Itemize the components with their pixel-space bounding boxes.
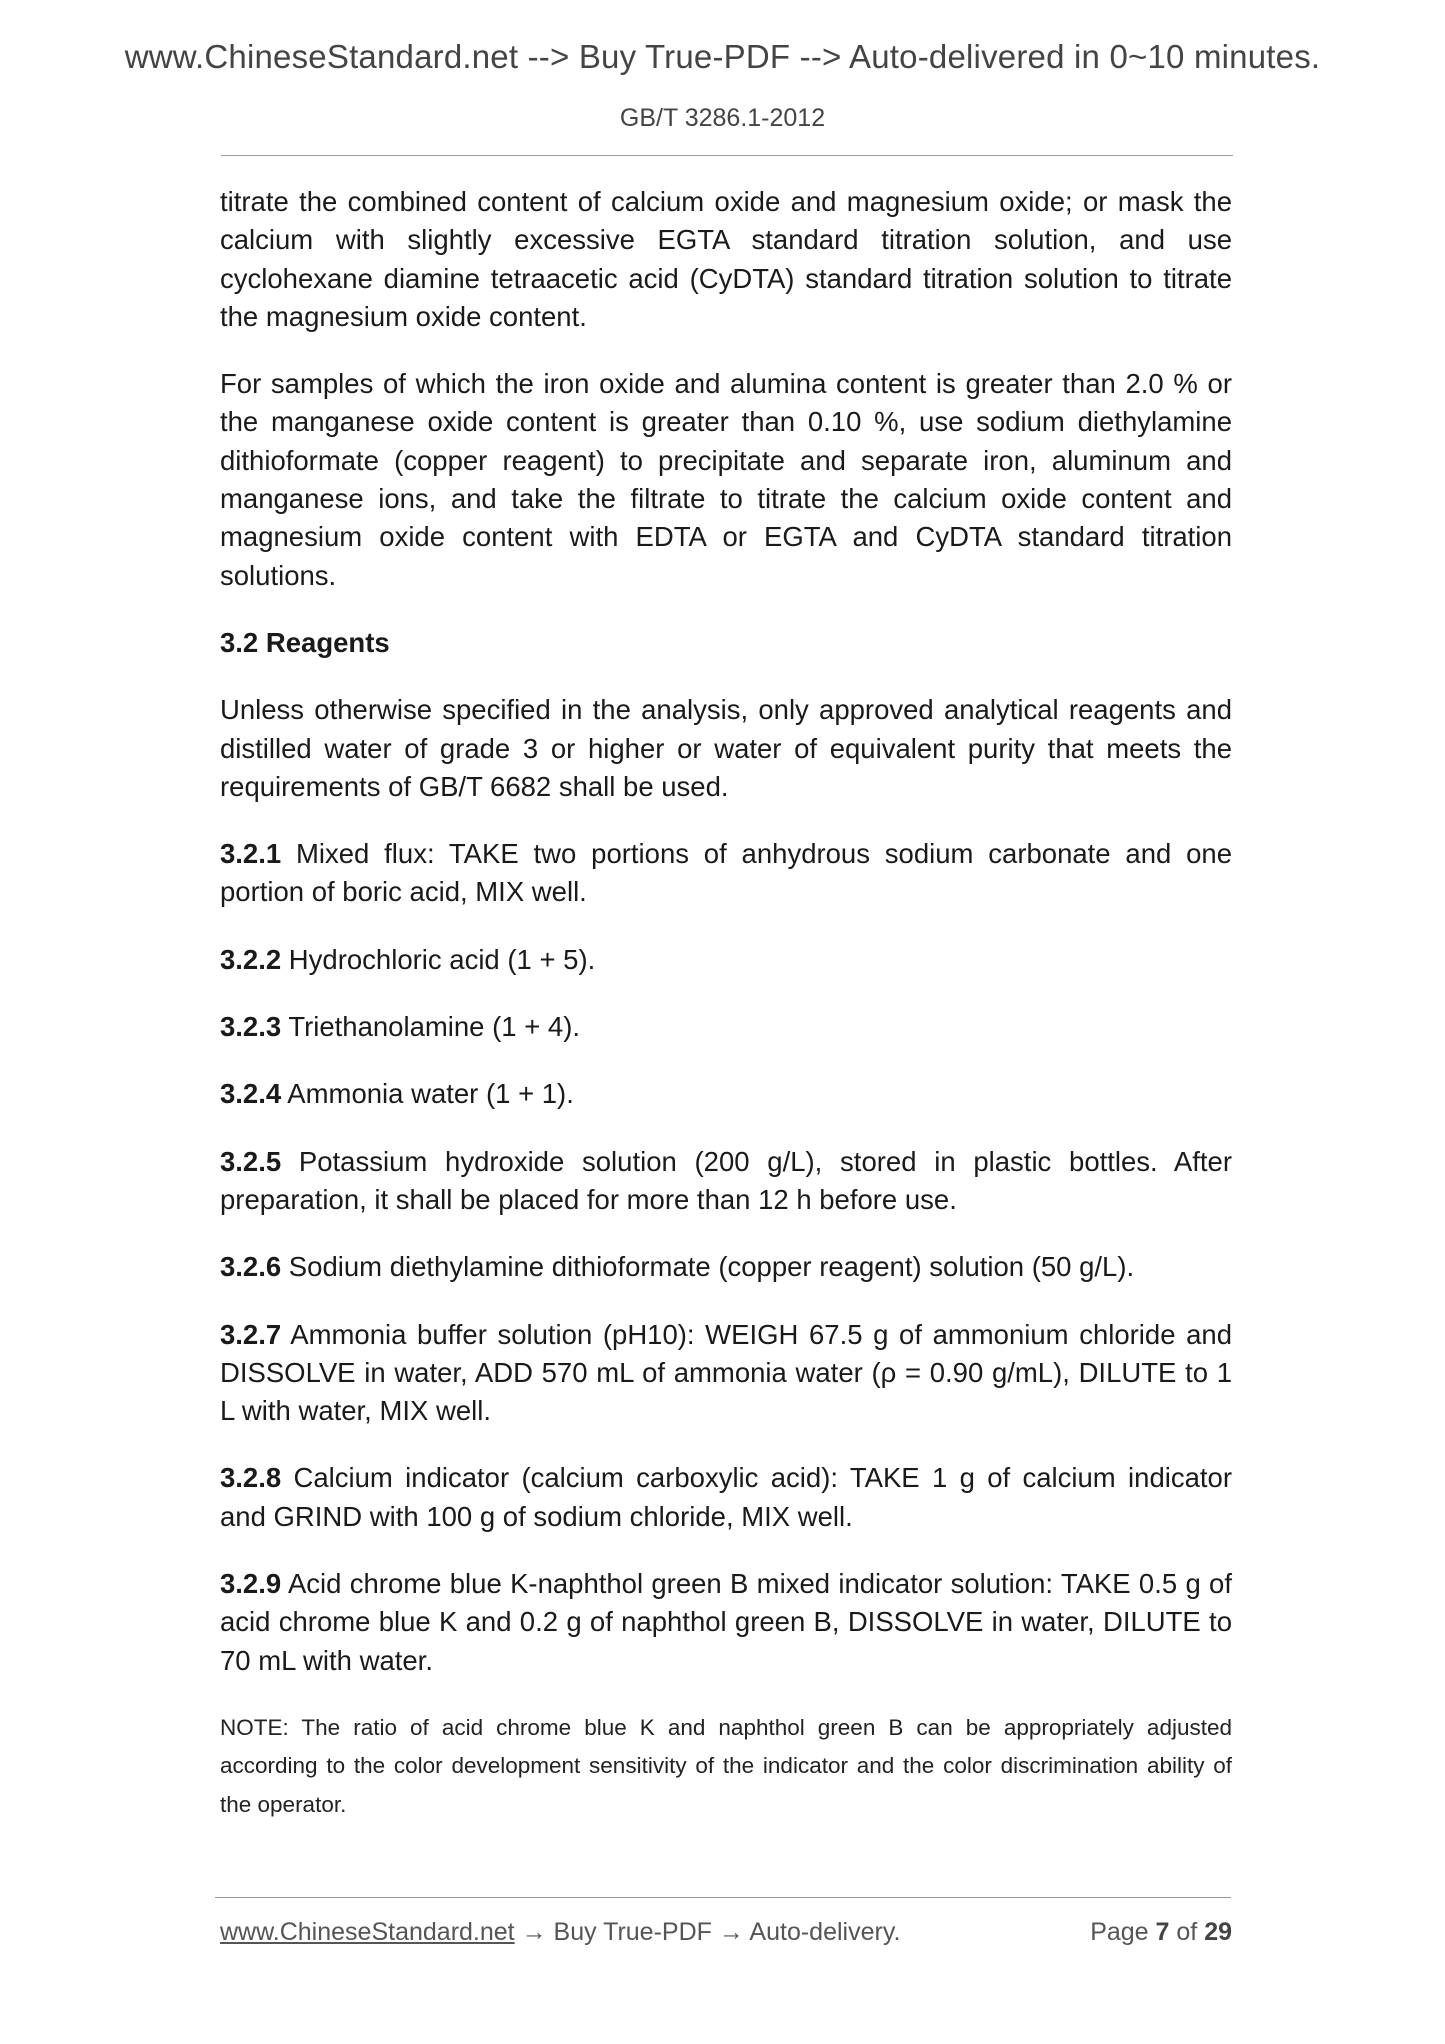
page-number: 7 [1155,1918,1170,1946]
total-pages: 29 [1204,1918,1232,1946]
clause-text: Calcium indicator (calcium carboxylic acid): TAKE 1 g of calcium indicator and GRIND with 100 g of sodium chloride, MIX well. [220,1462,1232,1532]
footer-promo [220,1918,900,1947]
clause-3-2-2 [220,941,1232,979]
page-content [220,183,1232,1824]
page-indicator [1090,1918,1232,1947]
clause-number: 3.2.1 [220,838,282,870]
section-intro: Unless otherwise specified in the analysis, only approved analytical reagents and distilled water of grade 3 or higher or water of equivalent purity that meets the requirements of GB/T 6682 shall be used. [220,694,1232,802]
footer-site-link[interactable]: www.ChineseStandard.net [220,1918,515,1946]
arrow-right-icon: → [711,1918,750,1946]
clause-3-2-8 [220,1459,1232,1536]
clause-text: Potassium hydroxide solution (200 g/L), stored in plastic bottles. After preparation, it shall be placed for more than 12 h before use. [220,1145,1232,1215]
clause-text: Acid chrome blue K-naphthol green B mixed indicator solution: TAKE 0.5 g of acid chrome blue K and 0.2 g of naphthol green B, DISSOLVE in water, DILUTE to 70 mL with water. [220,1568,1232,1676]
clause-3-2-1 [220,835,1232,912]
clause-number: 3.2.8 [220,1462,282,1494]
clause-text: Sodium diethylamine dithioformate (copper reagent) solution (50 g/L). [281,1251,1135,1283]
standard-code: GB/T 3286.1-2012 [619,104,826,132]
header-divider [221,155,1233,156]
clause-text: Hydrochloric acid (1 + 5). [281,943,596,975]
clause-text: Ammonia water (1 + 1). [281,1078,574,1110]
section-heading-reagents: 3.2 Reagents [220,626,390,658]
clause-3-2-3 [220,1008,1232,1046]
note: NOTE: The ratio of acid chrome blue K and naphthol green B can be appropriately adjusted according to the color development sensitivity of the indicator and the color discrimination ability of the operator. [220,1714,1232,1817]
paragraph-1: titrate the combined content of calcium oxide and magnesium oxide; or mask the calcium with slightly excessive EGTA standard titration solution, and use cyclohexane diamine tetraacetic acid (CyDTA) standard titration solution to titrate the magnesium oxide content. [220,186,1232,332]
paragraph-2: For samples of which the iron oxide and alumina content is greater than 2.0 % or the manganese oxide content is greater than 0.10 %, use sodium diethylamine dithioformate (copper reagent) to precipitate and separate iron, aluminum and manganese ions, and take the filtrate to titrate the calcium oxide content and magnesium oxide content with EDTA or EGTA and CyDTA standard titration solutions. [220,368,1232,591]
footer-divider [215,1897,1231,1898]
clause-number: 3.2.3 [220,1011,282,1043]
clause-3-2-6 [220,1248,1232,1286]
arrow-right-icon: → [514,1918,554,1946]
clause-3-2-9 [220,1565,1232,1680]
footer-buy-text: Buy True-PDF [553,1918,712,1946]
clause-text: Ammonia buffer solution (pH10): WEIGH 67.5 g of ammonium chloride and DISSOLVE in water, ADD 570 mL of ammonia water (ρ = 0.90 g/mL), DILUTE to 1 L with water, MIX well. [220,1318,1232,1427]
clause-number: 3.2.6 [220,1251,282,1283]
clause-number: 3.2.4 [220,1078,282,1110]
clause-number: 3.2.7 [220,1318,282,1350]
clause-number: 3.2.5 [220,1145,282,1177]
top-banner: www.ChineseStandard.net --> Buy True-PDF --> Auto-delivered in 0~10 minutes. [124,38,1321,75]
clause-text: Mixed flux: TAKE two portions of anhydrous sodium carbonate and one portion of boric acid, MIX well. [220,838,1232,908]
clause-number: 3.2.2 [220,943,282,975]
clause-number: 3.2.9 [220,1568,282,1600]
clause-text: Triethanolamine (1 + 4). [281,1011,581,1043]
clause-3-2-4 [220,1075,1232,1113]
page-word: Page [1090,1918,1156,1946]
clause-3-2-7 [220,1316,1232,1431]
of-word: of [1169,1918,1205,1946]
clause-3-2-5 [220,1143,1232,1220]
footer-delivery-text: Auto-delivery. [749,1918,901,1946]
